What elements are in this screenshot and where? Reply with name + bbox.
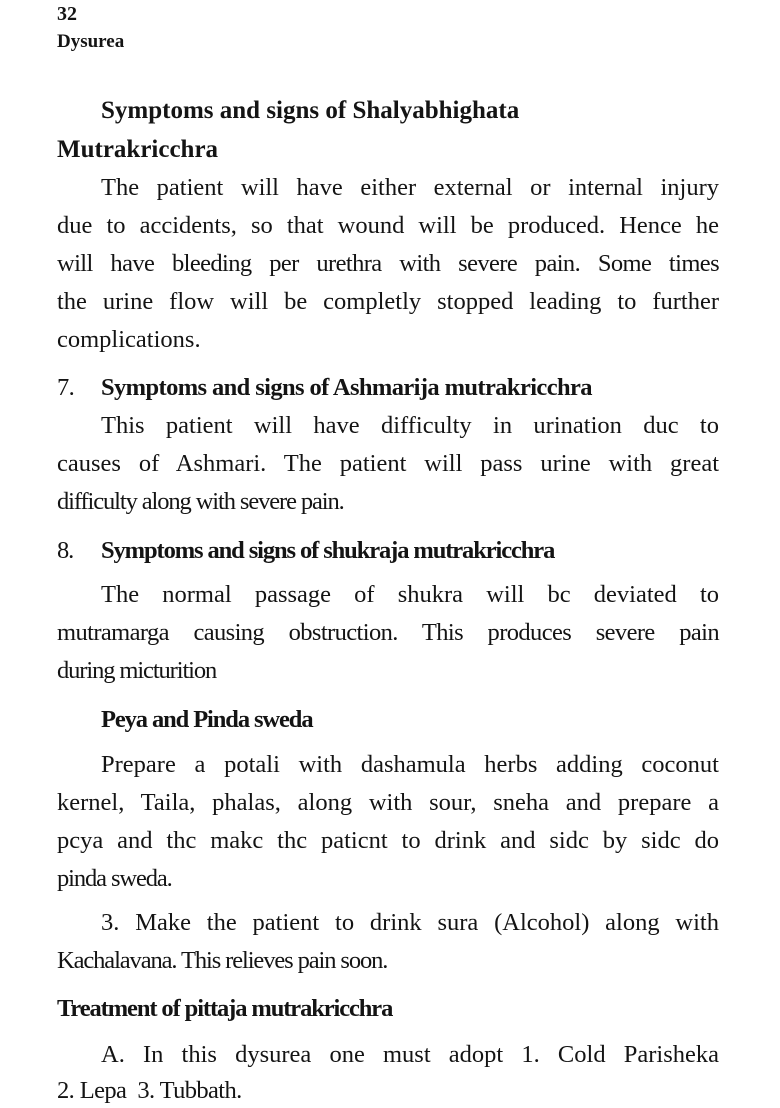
- section-heading-shalyabhighata-line2: Mutrakricchra: [57, 136, 219, 163]
- paragraph-line: This patient will have difficulty in urination duc to: [101, 412, 719, 439]
- paragraph-line: will have bleeding per urethra with severe pain. Some times: [57, 250, 719, 277]
- section-heading-text: Symptoms and signs of Ashmarija mutrakricchra: [101, 374, 592, 401]
- paragraph-line: 2. Lepa 3. Tubbath.: [57, 1077, 242, 1104]
- paragraph-line: causes of Ashmari. The patient will pass urine with great: [57, 450, 719, 477]
- paragraph-line: during micturition: [57, 657, 217, 684]
- paragraph-line: kernel, Taila, phalas, along with sour, sneha and prepare a: [57, 789, 719, 816]
- paragraph-line: pcya and thc makc thc paticnt to drink and sidc by sidc do: [57, 827, 719, 854]
- section-heading-ashmarija: [57, 373, 592, 403]
- list-item-3-line: 3. Make the patient to drink sura (Alcohol) along with: [101, 909, 719, 936]
- paragraph-line: The normal passage of shukra will bc deviated to: [101, 581, 719, 608]
- paragraph-line: the urine flow will be completly stopped leading to further: [57, 288, 719, 315]
- section-number: 8.: [57, 537, 74, 564]
- section-heading-text: Symptoms and signs of shukraja mutrakricchra: [101, 537, 555, 564]
- section-heading-peya-pinda: Peya and Pinda sweda: [101, 706, 313, 733]
- paragraph-line: pinda sweda.: [57, 865, 172, 892]
- list-item-3-line: Kachalavana. This relieves pain soon.: [57, 947, 388, 974]
- paragraph-line: difficulty along with severe pain.: [57, 488, 344, 515]
- section-heading-pittaja: Treatment of pittaja mutrakricchra: [57, 995, 393, 1022]
- paragraph-line: due to accidents, so that wound will be produced. Hence he: [57, 212, 719, 239]
- paragraph-line: mutramarga causing obstruction. This produces severe pain: [57, 619, 719, 646]
- running-title: Dysurea: [57, 31, 125, 52]
- section-number: 7.: [57, 374, 75, 401]
- paragraph-line: Prepare a potali with dashamula herbs adding coconut: [101, 751, 719, 778]
- paragraph-line: complications.: [57, 326, 201, 353]
- section-heading-shalyabhighata-line1: Symptoms and signs of Shalyabhighata: [101, 97, 520, 124]
- paragraph-line: A. In this dysurea one must adopt 1. Cold Parisheka: [101, 1041, 719, 1068]
- page-number: 32: [57, 3, 77, 25]
- section-heading-shukraja: [57, 536, 554, 566]
- paragraph-line: The patient will have either external or internal injury: [101, 174, 719, 201]
